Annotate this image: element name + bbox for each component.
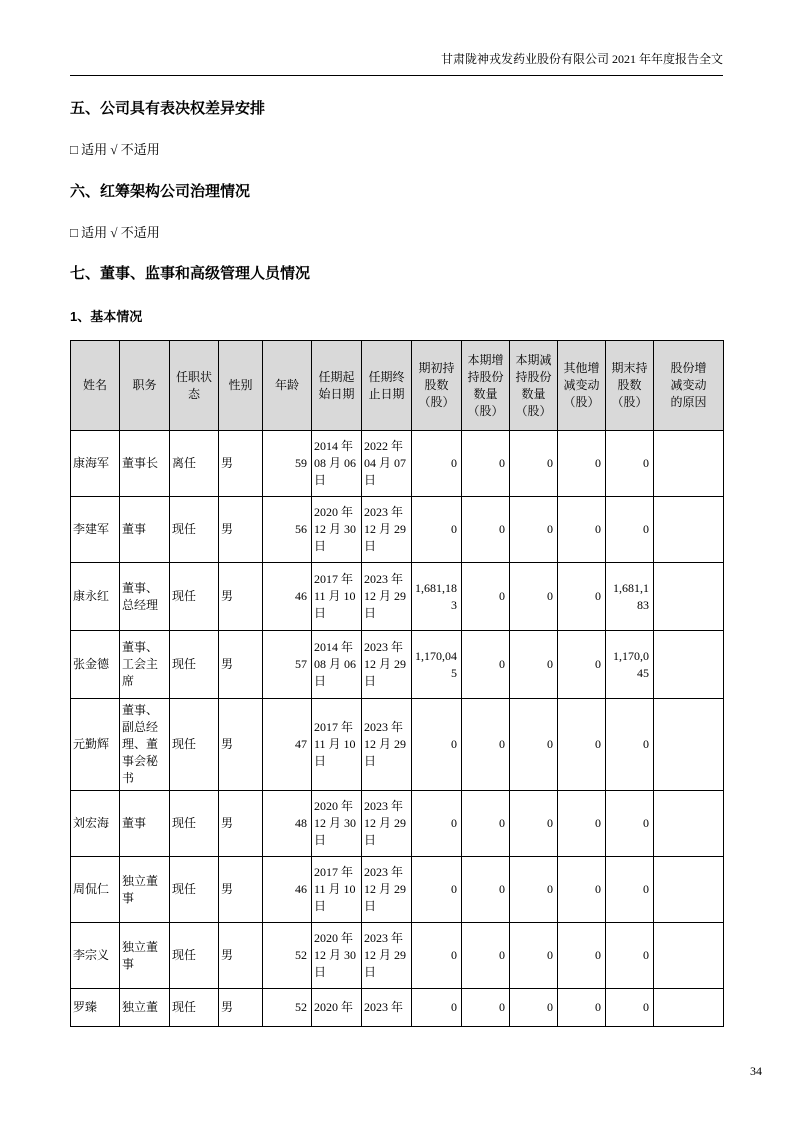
cell-status: 现任 (170, 699, 219, 791)
cell-shares_increase: 0 (462, 989, 510, 1027)
col-header-status: 任职状态 (170, 341, 219, 431)
directors-table-head (71, 341, 724, 431)
section-five-applicability: □ 适用 √ 不适用 (70, 142, 160, 157)
cell-term_end: 2023 年 12 月 29 日 (362, 699, 412, 791)
cell-shares_increase: 0 (462, 857, 510, 923)
cell-status: 现任 (170, 631, 219, 699)
doc-header-title: 甘肃陇神戎发药业股份有限公司 2021 年年度报告全文 (440, 52, 723, 66)
cell-other_change: 0 (558, 431, 606, 497)
cell-term_start: 2014 年 08 月 06 日 (312, 431, 362, 497)
cell-shares_end: 0 (606, 497, 654, 563)
cell-shares_begin: 0 (412, 791, 462, 857)
cell-reason (654, 563, 724, 631)
cell-shares_increase: 0 (462, 497, 510, 563)
cell-status: 离任 (170, 431, 219, 497)
cell-gender: 男 (219, 857, 263, 923)
cell-shares_end: 1,170,045 (606, 631, 654, 699)
table-row (71, 497, 724, 563)
col-header-term_end: 任期终止日期 (362, 341, 412, 431)
cell-position: 董事、工会主席 (120, 631, 170, 699)
cell-gender: 男 (219, 563, 263, 631)
col-header-shares_end: 期末持股数（股） (606, 341, 654, 431)
cell-reason (654, 857, 724, 923)
cell-shares_begin: 0 (412, 431, 462, 497)
cell-term_start: 2020 年 12 月 30 日 (312, 791, 362, 857)
cell-position: 董事、总经理 (120, 563, 170, 631)
cell-status: 现任 (170, 857, 219, 923)
cell-term_start: 2017 年 11 月 10 日 (312, 563, 362, 631)
cell-other_change: 0 (558, 497, 606, 563)
cell-position: 独立董 (120, 989, 170, 1027)
table-row (71, 857, 724, 923)
col-header-term_start: 任期起始日期 (312, 341, 362, 431)
cell-age: 48 (263, 791, 312, 857)
cell-shares_end: 0 (606, 989, 654, 1027)
table-row (71, 923, 724, 989)
cell-position: 董事长 (120, 431, 170, 497)
cell-term_end: 2023 年 12 月 29 日 (362, 563, 412, 631)
cell-shares_begin: 0 (412, 857, 462, 923)
cell-reason (654, 699, 724, 791)
cell-shares_increase: 0 (462, 699, 510, 791)
cell-age: 56 (263, 497, 312, 563)
cell-gender: 男 (219, 699, 263, 791)
col-header-shares_begin: 期初持股数（股） (412, 341, 462, 431)
basic-info-subheading: 1、基本情况 (70, 309, 143, 324)
cell-age: 52 (263, 923, 312, 989)
cell-shares_end: 0 (606, 857, 654, 923)
cell-age: 46 (263, 857, 312, 923)
cell-name: 周侃仁 (71, 857, 120, 923)
cell-other_change: 0 (558, 923, 606, 989)
cell-status: 现任 (170, 791, 219, 857)
cell-term_start: 2014 年 08 月 06 日 (312, 631, 362, 699)
cell-name: 李建军 (71, 497, 120, 563)
col-header-other_change: 其他增减变动（股） (558, 341, 606, 431)
cell-age: 47 (263, 699, 312, 791)
section-seven-heading: 七、董事、监事和高级管理人员情况 (70, 265, 311, 282)
cell-shares_decrease: 0 (510, 699, 558, 791)
cell-term_start: 2017 年 11 月 10 日 (312, 857, 362, 923)
cell-age: 46 (263, 563, 312, 631)
directors-table-header-row (71, 341, 724, 431)
cell-other_change: 0 (558, 699, 606, 791)
cell-shares_increase: 0 (462, 431, 510, 497)
cell-reason (654, 497, 724, 563)
cell-shares_increase: 0 (462, 563, 510, 631)
section-six-applicability: □ 适用 √ 不适用 (70, 225, 160, 240)
cell-status: 现任 (170, 989, 219, 1027)
cell-position: 董事 (120, 791, 170, 857)
table-row (71, 631, 724, 699)
cell-shares_increase: 0 (462, 923, 510, 989)
cell-age: 59 (263, 431, 312, 497)
cell-term_end: 2023 年 (362, 989, 412, 1027)
cell-term_start: 2020 年 (312, 989, 362, 1027)
cell-position: 独立董事 (120, 857, 170, 923)
col-header-shares_increase: 本期增持股份数量（股） (462, 341, 510, 431)
cell-position: 独立董事 (120, 923, 170, 989)
cell-other_change: 0 (558, 989, 606, 1027)
cell-term_end: 2023 年 12 月 29 日 (362, 857, 412, 923)
table-row (71, 699, 724, 791)
cell-gender: 男 (219, 791, 263, 857)
cell-status: 现任 (170, 497, 219, 563)
cell-gender: 男 (219, 497, 263, 563)
cell-shares_end: 1,681,183 (606, 563, 654, 631)
cell-reason (654, 989, 724, 1027)
col-header-reason: 股份增减变动的原因 (654, 341, 724, 431)
col-header-name: 姓名 (71, 341, 120, 431)
cell-shares_decrease: 0 (510, 857, 558, 923)
cell-term_start: 2020 年 12 月 30 日 (312, 923, 362, 989)
cell-shares_end: 0 (606, 431, 654, 497)
directors-table (70, 340, 724, 1027)
cell-name: 刘宏海 (71, 791, 120, 857)
directors-table-body (71, 431, 724, 1027)
cell-status: 现任 (170, 563, 219, 631)
cell-shares_decrease: 0 (510, 631, 558, 699)
cell-position: 董事、副总经理、董事会秘书 (120, 699, 170, 791)
cell-shares_decrease: 0 (510, 431, 558, 497)
col-header-age: 年龄 (263, 341, 312, 431)
table-row (71, 791, 724, 857)
cell-name: 张金德 (71, 631, 120, 699)
cell-shares_begin: 0 (412, 497, 462, 563)
doc-header (70, 52, 723, 76)
cell-status: 现任 (170, 923, 219, 989)
cell-other_change: 0 (558, 563, 606, 631)
table-row (71, 431, 724, 497)
cell-shares_end: 0 (606, 923, 654, 989)
table-row (71, 563, 724, 631)
cell-age: 57 (263, 631, 312, 699)
cell-shares_begin: 1,681,183 (412, 563, 462, 631)
cell-other_change: 0 (558, 857, 606, 923)
cell-gender: 男 (219, 923, 263, 989)
cell-shares_decrease: 0 (510, 923, 558, 989)
section-five-heading: 五、公司具有表决权差异安排 (70, 100, 266, 117)
cell-term_start: 2020 年 12 月 30 日 (312, 497, 362, 563)
cell-shares_begin: 0 (412, 923, 462, 989)
cell-term_end: 2023 年 12 月 29 日 (362, 791, 412, 857)
page-number: 34 (750, 1064, 762, 1078)
table-row (71, 989, 724, 1027)
cell-shares_decrease: 0 (510, 791, 558, 857)
cell-age: 52 (263, 989, 312, 1027)
cell-shares_decrease: 0 (510, 563, 558, 631)
page-content (70, 52, 723, 1027)
cell-shares_decrease: 0 (510, 989, 558, 1027)
cell-name: 康永红 (71, 563, 120, 631)
cell-shares_begin: 0 (412, 989, 462, 1027)
cell-shares_begin: 1,170,045 (412, 631, 462, 699)
col-header-gender: 性别 (219, 341, 263, 431)
cell-reason (654, 431, 724, 497)
cell-name: 罗臻 (71, 989, 120, 1027)
cell-name: 康海军 (71, 431, 120, 497)
col-header-shares_decrease: 本期减持股份数量（股） (510, 341, 558, 431)
section-six-heading: 六、红筹架构公司治理情况 (70, 183, 251, 200)
cell-shares_end: 0 (606, 699, 654, 791)
cell-term_end: 2023 年 12 月 29 日 (362, 631, 412, 699)
cell-shares_increase: 0 (462, 791, 510, 857)
cell-term_end: 2023 年 12 月 29 日 (362, 923, 412, 989)
cell-reason (654, 631, 724, 699)
cell-shares_begin: 0 (412, 699, 462, 791)
cell-reason (654, 791, 724, 857)
cell-shares_increase: 0 (462, 631, 510, 699)
cell-term_end: 2023 年 12 月 29 日 (362, 497, 412, 563)
cell-other_change: 0 (558, 791, 606, 857)
cell-shares_decrease: 0 (510, 497, 558, 563)
cell-name: 李宗义 (71, 923, 120, 989)
cell-term_end: 2022 年 04 月 07 日 (362, 431, 412, 497)
col-header-position: 职务 (120, 341, 170, 431)
cell-position: 董事 (120, 497, 170, 563)
cell-reason (654, 923, 724, 989)
cell-shares_end: 0 (606, 791, 654, 857)
cell-name: 元勤辉 (71, 699, 120, 791)
cell-gender: 男 (219, 989, 263, 1027)
cell-gender: 男 (219, 431, 263, 497)
cell-other_change: 0 (558, 631, 606, 699)
cell-gender: 男 (219, 631, 263, 699)
cell-term_start: 2017 年 11 月 10 日 (312, 699, 362, 791)
